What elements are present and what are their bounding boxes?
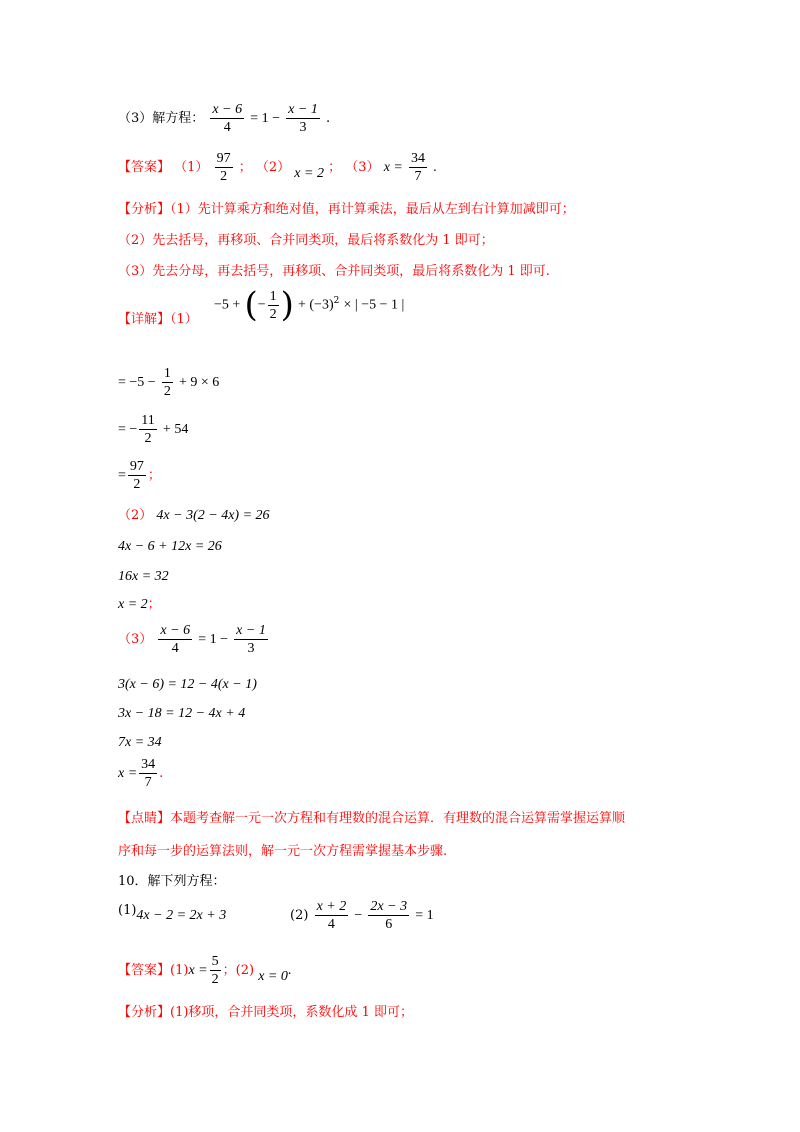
detail-step-3: = $\frac{97}{2}$ ； [118, 459, 161, 492]
answer-tag: 【答案】 [118, 160, 171, 175]
detail-tag: 【详解】 [118, 312, 171, 327]
comment-line-2: 序和每一步的运算法则，解一元一次方程需掌握基本步骤. [118, 844, 448, 859]
analysis-line-2: （2）先去括号，再移项、合并同类项，最后将系数化为 1 即可； [118, 233, 494, 248]
detail-2-step-3: x = 2； [118, 597, 161, 612]
q3-label: （3）解方程： [118, 111, 205, 126]
detail-3-eq: （3） $\frac{x - 6}{4}$ = 1 − $\frac{x - 1}{3}$ [118, 623, 266, 656]
detail-step-1: = −5 − $\frac{1}{2}$ + 9 × 6 [118, 366, 220, 399]
answer10-tag: 【答案】 [118, 963, 171, 978]
analysis-line-1: 【分析】（1）先计算乘方和绝对值，再计算乘法，最后从左到右计算加减即可； [118, 202, 575, 217]
q3-frac2: $\frac{x - 1}{3}$ [288, 102, 318, 135]
answer10-line: 【答案】(1)x = $\frac{5}{2}$ ；(2) x = 0. [118, 954, 292, 987]
analysis10-line: 【分析】(1)移项，合并同类项，系数化成 1 即可； [118, 1005, 413, 1020]
comment-line-1: 【点睛】本题考查解一元一次方程和有理数的混合运算．有理数的混合运算需掌握运算顺 [118, 811, 626, 826]
detail-2-step-2: 16x = 32 [118, 569, 169, 584]
analysis10-tag: 【分析】 [118, 1005, 171, 1020]
answer-line: 【答案】 （1） $\frac{97}{2}$ ； （2） x = 2 ； （3） x = $\frac{34}{7}$ . [118, 151, 437, 184]
q10-eq-2: (2) $\frac{x + 2}{4}$ − $\frac{2x - 3}{6}$ = 1 [290, 899, 434, 932]
detail-3-step-1: 3(x − 6) = 12 − 4(x − 1) [118, 677, 257, 692]
analysis-tag: 【分析】 [118, 202, 171, 217]
q10-eq-1: (1)4x − 2 = 2x + 3 [118, 903, 227, 923]
detail-2-step-1: 4x − 6 + 12x = 26 [118, 539, 222, 554]
comment-tag: 【点睛】 [118, 811, 171, 826]
q3-frac1: $\frac{x - 6}{4}$ [212, 102, 243, 135]
detail-step-2: = − $\frac{11}{2}$ + 54 [118, 413, 189, 446]
analysis-line-3: （3）先去分母，再去括号，再移项、合并同类项，最后将系数化为 1 即可. [118, 264, 550, 279]
q10-title: 10．解下列方程： [118, 874, 226, 889]
q3-line: （3）解方程： $\frac{x - 6}{4}$ = 1 − $\frac{x - 1}{3}$ . [118, 102, 331, 135]
detail-tag-line: 【详解】（1） [118, 312, 198, 327]
detail-3-step-2: 3x − 18 = 12 − 4x + 4 [118, 706, 246, 721]
detail-3-step-3: 7x = 34 [118, 735, 162, 750]
detail-2-eq: （2） 4x − 3(2 − 4x) = 26 [118, 508, 270, 523]
detail-expr: −5 + (− $\frac{1}{2}$ ) + $(-3)^2$ × | −5 − 1 | [214, 285, 405, 325]
detail-3-step-4: x = $\frac{34}{7}$ . [118, 757, 164, 790]
